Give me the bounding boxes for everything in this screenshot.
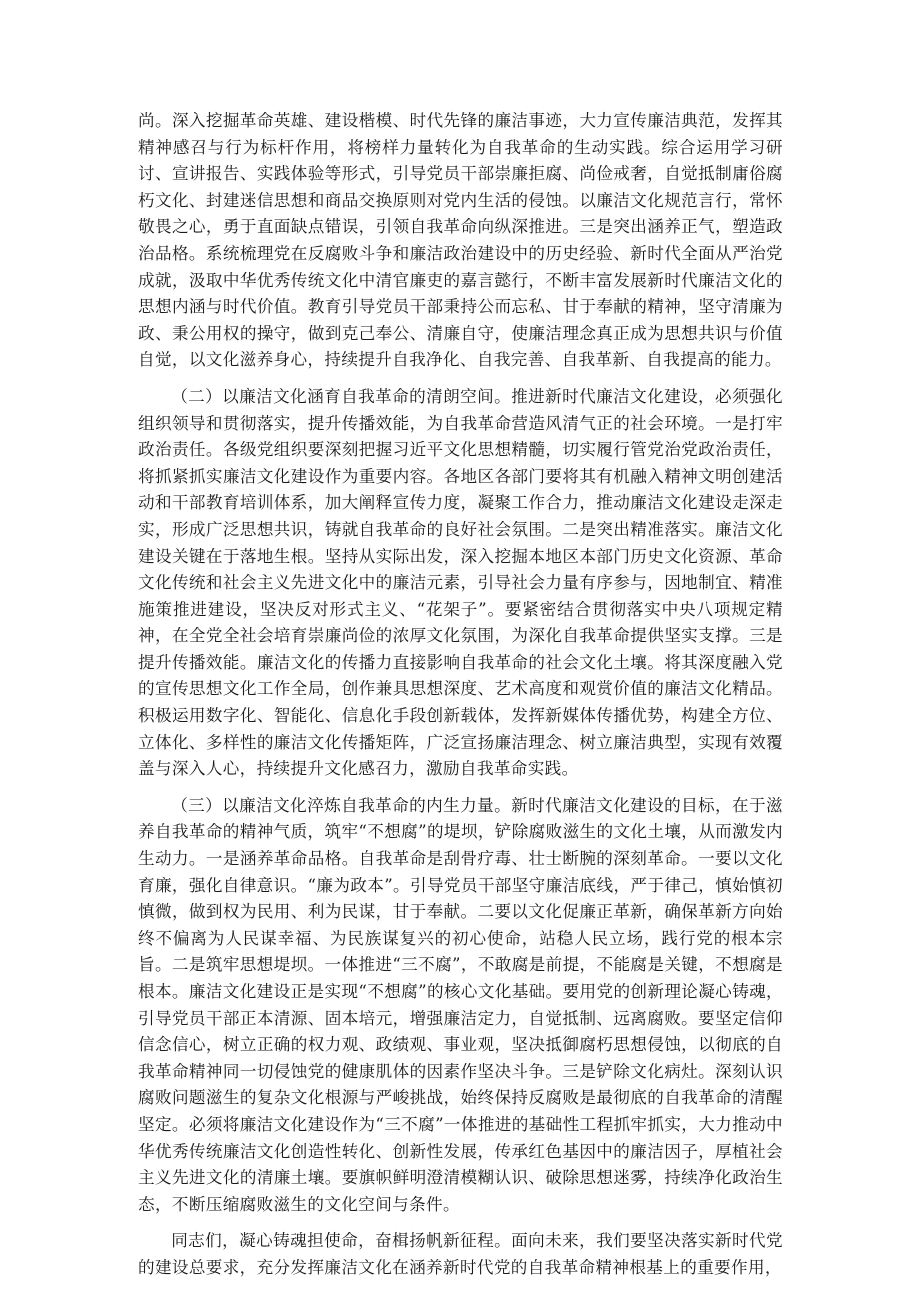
paragraph-section-two: （二）以廉洁文化涵育自我革命的清朗空间。推进新时代廉洁文化建设，必须强化组织领导和贯彻落实，提升传播效能，为自我革命营造风清气正的社会环境。一是打牢政治责任。各级党组织要深刻把握习近平文化思想精髓，切实履行管党治党政治责任，将抓紧抓实廉洁文化建设作为重要内容。各地区各部门要将其有机融入精神文明创建活动和干部教育培训体系，加大阐释宣传力度，凝聚工作合力，推动廉洁文化建设走深走实，形成广泛思想共识，铸就自我革命的良好社会氛围。二是突出精准落实。廉洁文化建设关键在于落地生根。坚持从实际出发，深入挖掘本地区本部门历史文化资源、革命文化传统和社会主义先进文化中的廉洁元素，引导社会力量有序参与，因地制宜、精准施策推进建设，坚决反对形式主义、“花架子”。要紧密结合贯彻落实中央八项规定精神，在全党全社会培育崇廉尚俭的浓厚文化氛围，为深化自我革命提供坚实支撑。三是提升传播效能。廉洁文化的传播力直接影响自我革命的社会文化土壤。将其深度融入党的宣传思想文化工作全局，创作兼具思想深度、艺术高度和观赏价值的廉洁文化精品。积极运用数字化、智能化、信息化手段创新载体，发挥新媒体传播优势，构建全方位、立体化、多样性的廉洁文化传播矩阵，广泛宣扬廉洁理念、树立廉洁典型，实现有效覆盖与深入人心，持续提升文化感召力，激励自我革命实践。 [138, 386, 783, 779]
document-page [138, 108, 783, 1292]
paragraph-continuation: 尚。深入挖掘革命英雄、建设楷模、时代先锋的廉洁事迹，大力宣传廉洁典范，发挥其精神感召与行为标杆作用，将榜样力量转化为自我革命的生动实践。综合运用学习研讨、宣讲报告、实践体验等形式，引导党员干部崇廉拒腐、尚俭戒奢，自觉抵制庸俗腐朽文化、封建迷信思想和商品交换原则对党内生活的侵蚀。以廉洁文化规范言行，常怀敬畏之心，勇于直面缺点错误，引领自我革命向纵深推进。三是突出涵养正气，塑造政治品格。系统梳理党在反腐败斗争和廉洁政治建设中的历史经验、新时代全面从严治党成就，汲取中华优秀传统文化中清官廉吏的嘉言懿行，不断丰富发展新时代廉洁文化的思想内涵与时代价值。教育引导党员干部秉持公而忘私、甘于奉献的精神，坚守清廉为政、秉公用权的操守，做到克己奉公、清廉自守，使廉洁理念真正成为思想共识与价值自觉，以文化滋养身心，持续提升自我净化、自我完善、自我革新、自我提高的能力。 [138, 111, 783, 370]
paragraph-section-three: （三）以廉洁文化淬炼自我革命的内生力量。新时代廉洁文化建设的目标，在于滋养自我革命的精神气质，筑牢“不想腐”的堤坝，铲除腐败滋生的文化土壤，从而激发内生动力。一是涵养革命品格。自我革命是刮骨疗毒、壮士断腕的深刻革命。一要以文化育廉，强化自律意识。“廉为政本”。引导党员干部坚守廉洁底线，严于律己，慎始慎初慎微，做到权为民用、利为民谋，甘于奉献。二要以文化促廉正革新，确保革新方向始终不偏离为人民谋幸福、为民族谋复兴的初心使命，站稳人民立场，践行党的根本宗旨。二是筑牢思想堤坝。一体推进“三不腐”，不敢腐是前提，不能腐是关键，不想腐是根本。廉洁文化建设正是实现“不想腐”的核心文化基础。要用党的创新理论凝心铸魂，引导党员干部正本清源、固本培元，增强廉洁定力，自觉抵制、远离腐败。要坚定信仰信念信心，树立正确的权力观、政绩观、事业观，坚决抵御腐朽思想侵蚀，以彻底的自我革命精神同一切侵蚀党的健康肌体的因素作坚决斗争。三是铲除文化病灶。深刻认识腐败问题滋生的复杂文化根源与严峻挑战，始终保持反腐败是最彻底的自我革命的清醒坚定。必须将廉洁文化建设作为“三不腐”一体推进的基础性工程抓牢抓实，大力推动中华优秀传统廉洁文化创造性转化、创新性发展，传承红色基因中的廉洁因子，厚植社会主义先进文化的清廉土壤。要旗帜鲜明澄清模糊认识、破除思想迷雾，持续净化政治生态，不断压缩腐败滋生的文化空间与条件。 [138, 795, 783, 1214]
paragraph-closing: 同志们，凝心铸魂担使命，奋楫扬帆新征程。面向未来，我们要坚决落实新时代党的建设总要求，充分发挥廉洁文化在涵养新时代党的自我革命精神根基上的重要作用， [138, 1231, 783, 1277]
